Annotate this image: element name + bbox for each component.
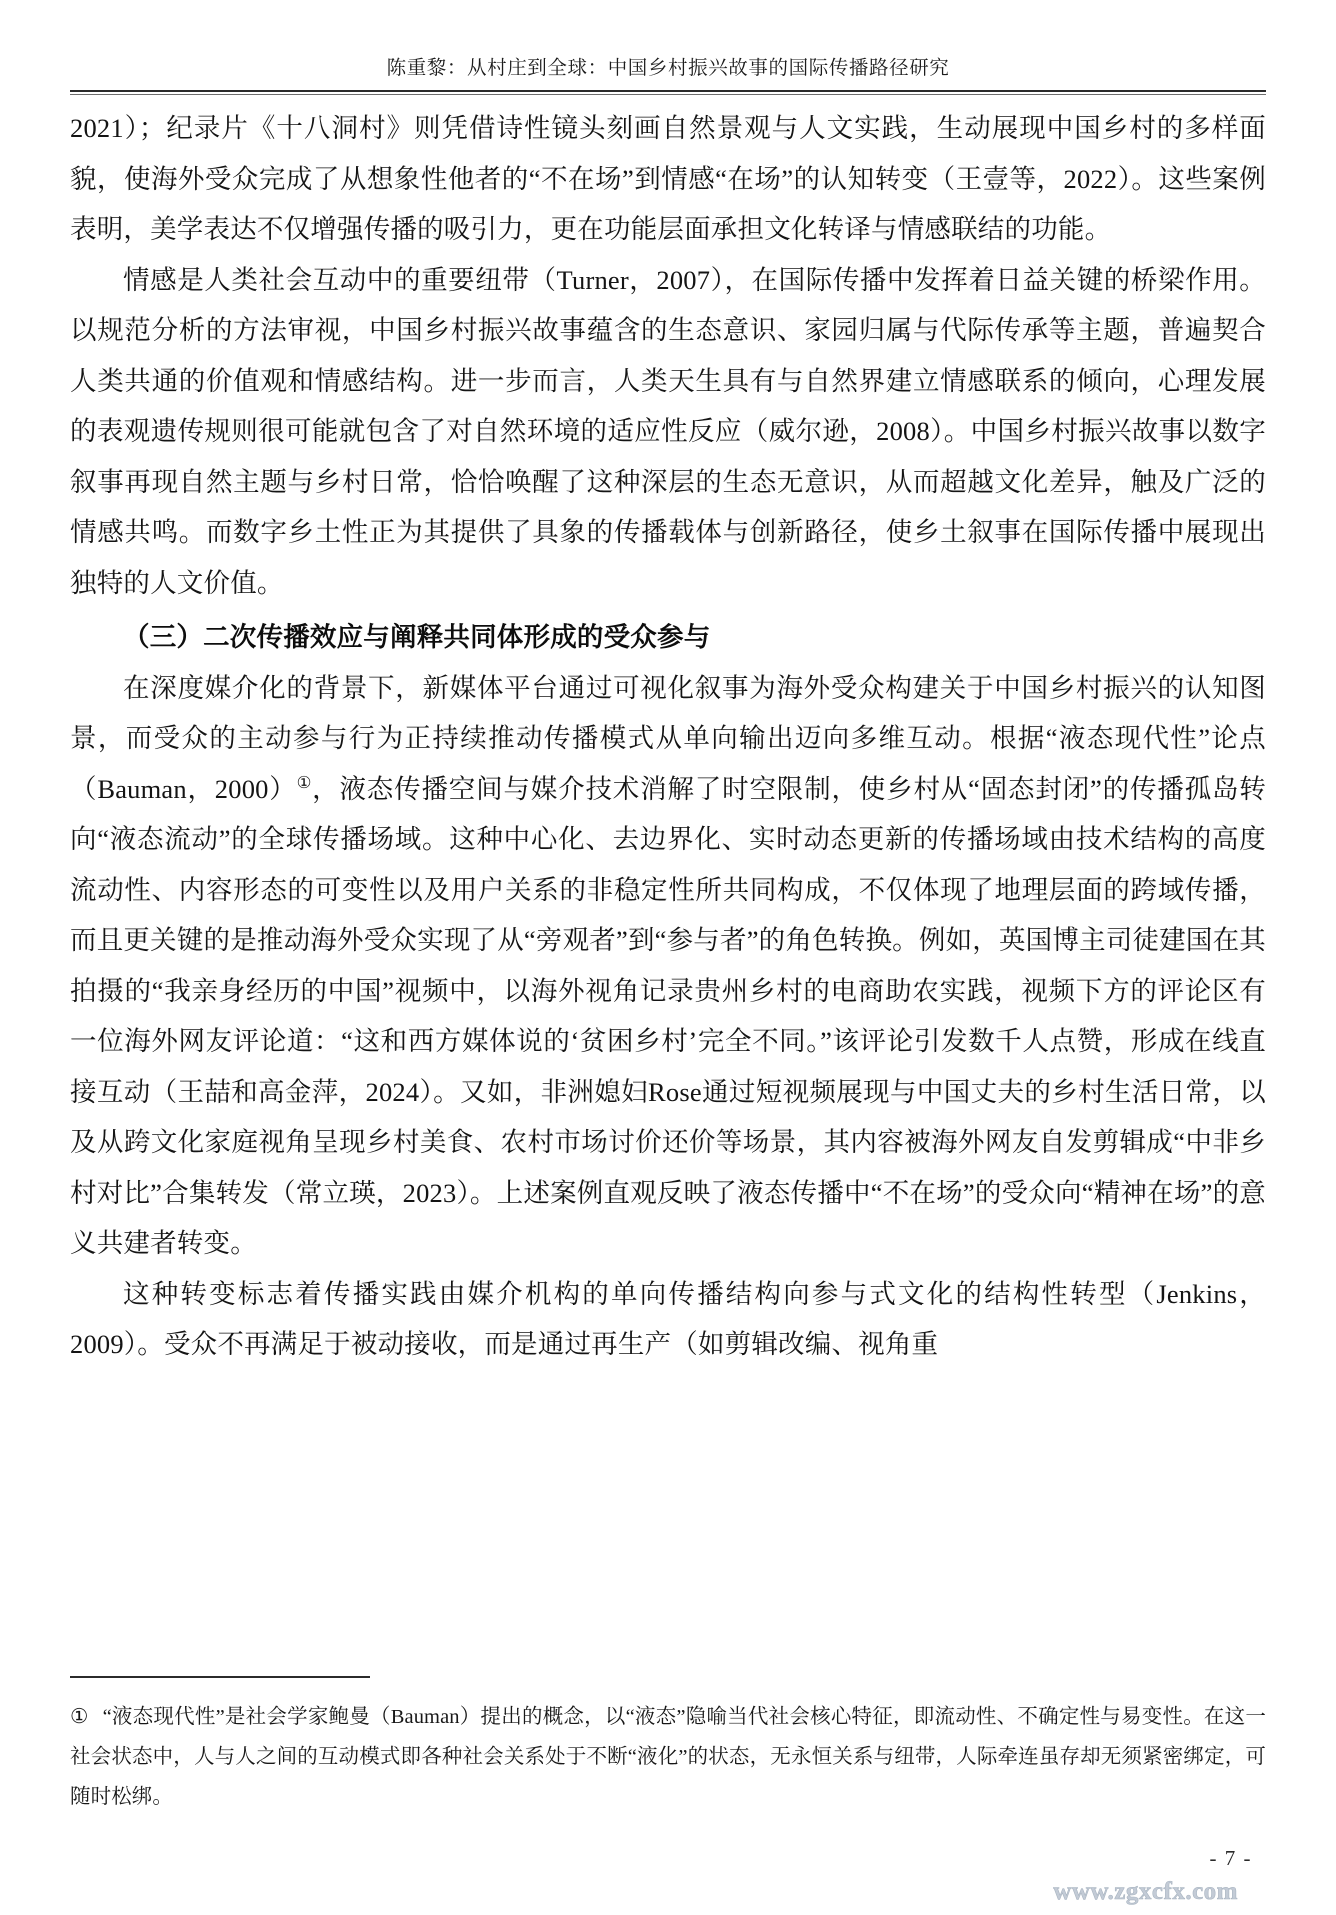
footnote-text: “液态现代性”是社会学家鲍曼（Bauman）提出的概念，以“液态”隐喻当代社会核心特征，即流动性、不确定性与易变性。在这一社会状态中，人与人之间的互动模式即各种社会关系处于不断“液化”的状态，无永恒关系与纽带，人际牵连虽存却无须紧密绑定，可随时松绑。 [70,1706,1266,1808]
header-divider-rule [70,90,1266,92]
paragraph-liquid-modernity-part2: ，液态传播空间与媒介技术消解了时空限制，使乡村从“固态封闭”的传播孤岛转向“液态流动”的全球传播场域。这种中心化、去边界化、实时动态更新的传播场域由技术结构的高度流动性、内容形态的可变性以及用户关系的非稳定性所共同构成，不仅体现了地理层面的跨域传播，而且更关键的是推动海外受众实现了从“旁观者”到“参与者”的角色转换。例如，英国博主司徒建国在其拍摄的“我亲身经历的中国”视频中，以海外视角记录贵州乡村的电商助农实践，视频下方的评论区有一位海外网友评论道：“这和西方媒体说的‘贫困乡村’完全不同。”该评论引发数千人点赞，形成在线直接互动（王喆和高金萍，2024）。又如，非洲媳妇Rose通过短视频展现与中国丈夫的乡村生活日常，以及从跨文化家庭视角呈现乡村美食、农村市场讨价还价等场景，其内容被海外网友自发剪辑成“中非乡村对比”合集转发（常立瑛，2023）。上述案例直观反映了液态传播中“不在场”的受众向“精神在场”的意义共建者转变。 [70,773,1266,1258]
site-watermark: www.zgxcfx.com [1053,1878,1238,1905]
paragraph-participatory-culture: 这种转变标志着传播实践由媒介机构的单向传播结构向参与式文化的结构性转型（Jenkins，2009）。受众不再满足于被动接收，而是通过再生产（如剪辑改编、视角重 [70,1278,1266,1359]
page-number: - 7 - [1209,1846,1252,1870]
footnote-zone [70,1676,1266,1817]
paragraph-liquid-modernity-part1: 在深度媒介化的背景下，新媒体平台通过可视化叙事为海外受众构建关于中国乡村振兴的认知图景，而受众的主动参与行为正持续推动传播模式从单向输出迈向多维互动。根据“液态现代性”论点（Bauman，2000） [70,672,1266,804]
footnote-divider-rule [70,1676,370,1678]
paragraph-liquid-modernity [70,663,1266,1269]
footnote-marker: ① [70,1706,89,1728]
footnote-reference-marker[interactable]: ① [296,772,313,792]
body-text-block [70,103,1266,1370]
paragraph-continuation: 2021）；纪录片《十八洞村》则凭借诗性镜头刻画自然景观与人文实践，生动展现中国乡村的多样面貌，使海外受众完成了从想象性他者的“不在场”到情感“在场”的认知转变（王壹等，2022）。这些案例表明，美学表达不仅增强传播的吸引力，更在功能层面承担文化转译与情感联结的功能。 [70,113,1266,244]
paragraph-emotion-bridge: 情感是人类社会互动中的重要纽带（Turner，2007），在国际传播中发挥着日益关键的桥梁作用。以规范分析的方法审视，中国乡村振兴故事蕴含的生态意识、家园归属与代际传承等主题，普遍契合人类共通的价值观和情感结构。进一步而言，人类天生具有与自然界建立情感联系的倾向，心理发展的表观遗传规则很可能就包含了对自然环境的适应性反应（威尔逊，2008）。中国乡村振兴故事以数字叙事再现自然主题与乡村日常，恰恰唤醒了这种深层的生态无意识，从而超越文化差异，触及广泛的情感共鸣。而数字乡土性正为其提供了具象的传播载体与创新路径，使乡土叙事在国际传播中展现出独特的人文价值。 [70,264,1266,598]
page-content-area [70,0,1266,1915]
section-heading-3: （三）二次传播效应与阐释共同体形成的受众参与 [123,622,711,652]
running-head: 陈重黎：从村庄到全球：中国乡村振兴故事的国际传播路径研究 [386,58,950,79]
footnote-entry [70,1697,1266,1817]
